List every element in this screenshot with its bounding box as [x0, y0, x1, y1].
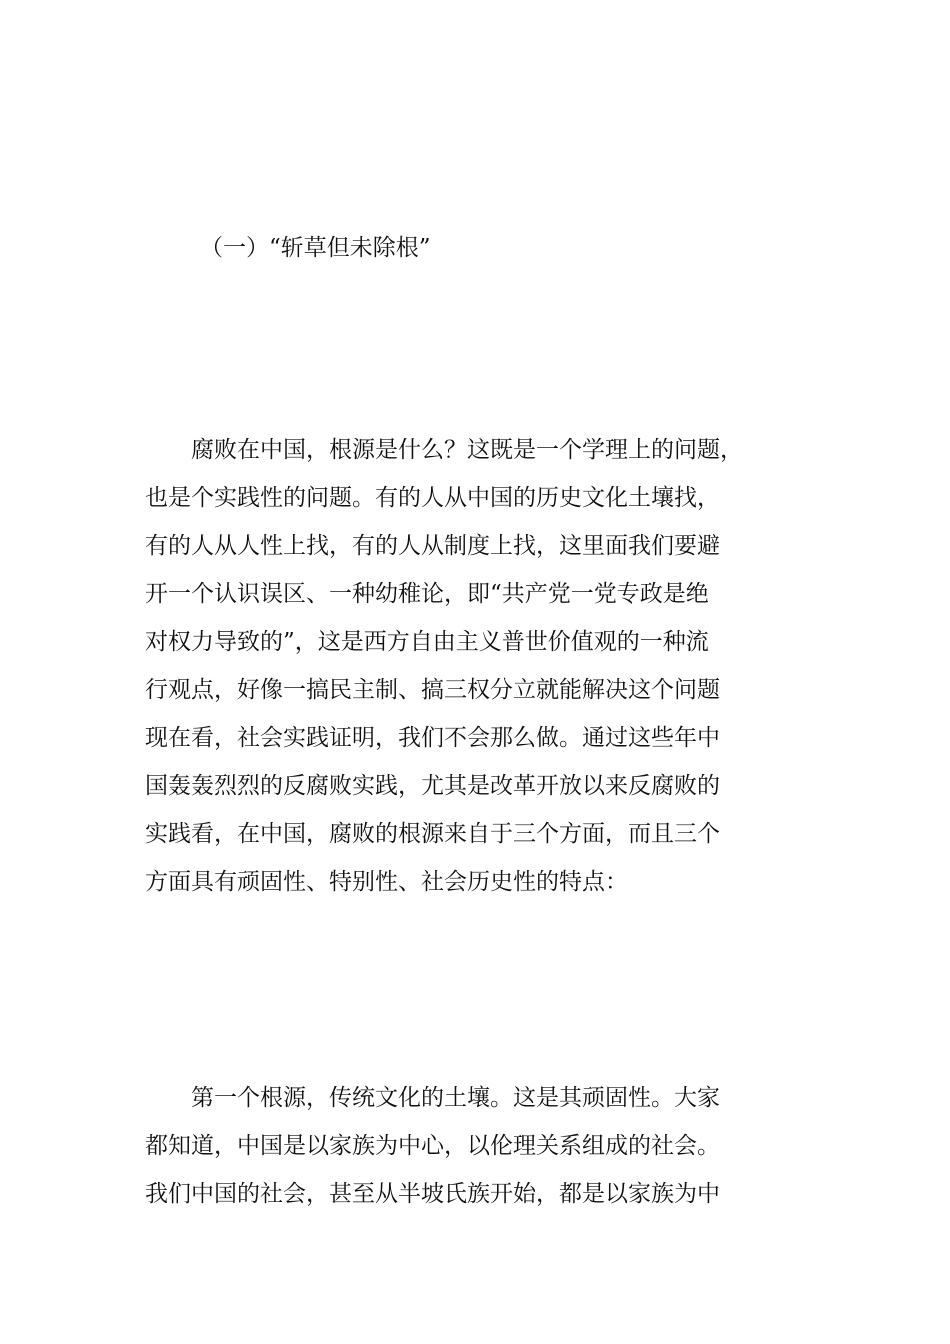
paragraph-line: 行观点，好像一搞民主制、搞三权分立就能解决这个问题	[145, 677, 720, 703]
paragraph-1	[145, 426, 835, 906]
paragraph-line: 现在看，社会实践证明，我们不会那么做。通过这些年中	[145, 725, 720, 751]
paragraph-line: 方面具有顽固性、特别性、社会历史性的特点：	[145, 869, 628, 895]
paragraph-line: 也是个实践性的问题。有的人从中国的历史文化土壤找，	[145, 485, 720, 511]
paragraph-line: 国轰轰烈烈的反腐败实践，尤其是改革开放以来反腐败的	[145, 773, 720, 799]
paragraph-line: 开一个认识误区、一种幼稚论，即“共产党一党专政是绝	[145, 581, 709, 607]
paragraph-line: 腐败在中国，根源是什么？这既是一个学理上的问题，	[145, 437, 743, 463]
paragraph-line: 都知道，中国是以家族为中心，以伦理关系组成的社会。	[145, 1133, 720, 1159]
section-heading: （一）“斩草但未除根”	[200, 235, 431, 261]
paragraph-line: 第一个根源，传统文化的土壤。这是其顽固性。大家	[145, 1085, 720, 1111]
paragraph-line: 我们中国的社会，甚至从半坡氏族开始，都是以家族为中	[145, 1181, 720, 1207]
paragraph-line: 实践看，在中国，腐败的根源来自于三个方面，而且三个	[145, 821, 720, 847]
paragraph-line: 对权力导致的”，这是西方自由主义普世价值观的一种流	[145, 629, 709, 655]
paragraph-2	[145, 1074, 835, 1218]
paragraph-line: 有的人从人性上找，有的人从制度上找，这里面我们要避	[145, 533, 720, 559]
